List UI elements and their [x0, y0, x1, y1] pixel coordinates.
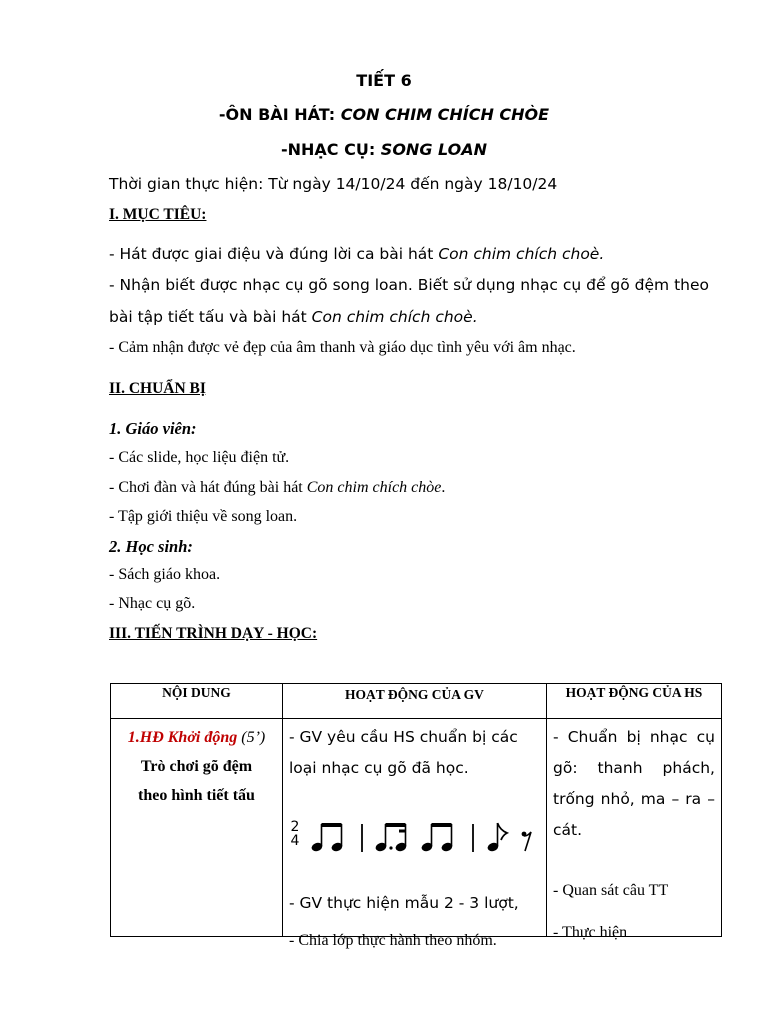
header-cell-hs: HOẠT ĐỘNG CỦA HS: [547, 684, 722, 719]
instrument-title: [0, 140, 768, 159]
objective-item-3: - Cảm nhận được vẻ đẹp của âm thanh và giáo dục tình yêu với âm nhạc.: [109, 339, 576, 356]
student-item-1: - Sách giáo khoa.: [109, 566, 221, 583]
song-name: CON CHIM CHÍCH CHÒE: [340, 105, 550, 124]
time-signature: 2 4: [290, 819, 300, 849]
activity-title: 1.HĐ Khởi động (5’): [127, 729, 266, 746]
activity-content-line-1: Trò chơi gõ đệm: [140, 758, 253, 775]
student-item-2: - Nhạc cụ gõ.: [109, 595, 196, 612]
hs-cell: [547, 719, 722, 941]
table-row: [111, 719, 722, 937]
activity-content-line-2: theo hình tiết tấu: [138, 787, 255, 804]
objective-item-1: - Hát được giai điệu và đúng lời ca bài hát Con chim chích choè.: [109, 245, 605, 263]
header-cell-gv: HOẠT ĐỘNG CỦA GV: [283, 684, 547, 719]
hs-item-3: - Thực hiện: [553, 924, 628, 941]
hs-item-2: - Quan sát câu TT: [553, 882, 669, 899]
header-cell-content: NỘI DUNG: [111, 684, 283, 719]
teacher-subheading: 1. Giáo viên:: [109, 419, 197, 438]
objective-item-2-line-2: bài tập tiết tấu và bài hát Con chim chích choè.: [109, 308, 478, 326]
hs-item-1: - Chuẩn bị nhạc cụ gõ: thanh phách, trống nhỏ, ma – ra – cát.: [553, 728, 715, 839]
gv-item-2: - GV thực hiện mẫu 2 - 3 lượt,: [289, 894, 519, 912]
instrument-prefix: -NHẠC CỤ:: [280, 140, 381, 159]
schedule-line: Thời gian thực hiện: Từ ngày 14/10/24 đến ngày 18/10/24: [109, 175, 558, 193]
process-heading: III. TIẾN TRÌNH DẠY - HỌC:: [109, 625, 318, 642]
teacher-item-3: - Tập giới thiệu về song loan.: [109, 508, 298, 525]
rhythm-notes-icon: [303, 818, 543, 858]
rhythm-notation: [289, 818, 541, 858]
table-header-row: [111, 684, 722, 719]
teacher-item-2: - Chơi đàn và hát đúng bài hát Con chim chích chòe.: [109, 479, 446, 496]
objective-item-2-line-1: - Nhận biết được nhạc cụ gõ song loan. Biết sử dụng nhạc cụ để gõ đệm theo: [109, 276, 709, 294]
gv-cell: [283, 719, 547, 949]
song-prefix: -ÔN BÀI HÁT:: [218, 105, 341, 124]
gv-item-1: - GV yêu cầu HS chuẩn bị các loại nhạc cụ gõ đã học.: [289, 728, 518, 777]
song-title: [0, 105, 768, 124]
objectives-heading: I. MỤC TIÊU:: [109, 206, 207, 223]
teacher-item-1: - Các slide, học liệu điện tử.: [109, 449, 290, 466]
student-subheading: 2. Học sinh:: [109, 537, 193, 556]
lesson-table: [110, 683, 722, 949]
gv-item-3: - Chia lớp thực hành theo nhóm.: [289, 932, 497, 949]
lesson-title: TIẾT 6: [356, 71, 412, 90]
activity-cell: [111, 719, 283, 937]
instrument-name: SONG LOAN: [380, 140, 488, 159]
preparation-heading: II. CHUẨN BỊ: [109, 380, 206, 397]
